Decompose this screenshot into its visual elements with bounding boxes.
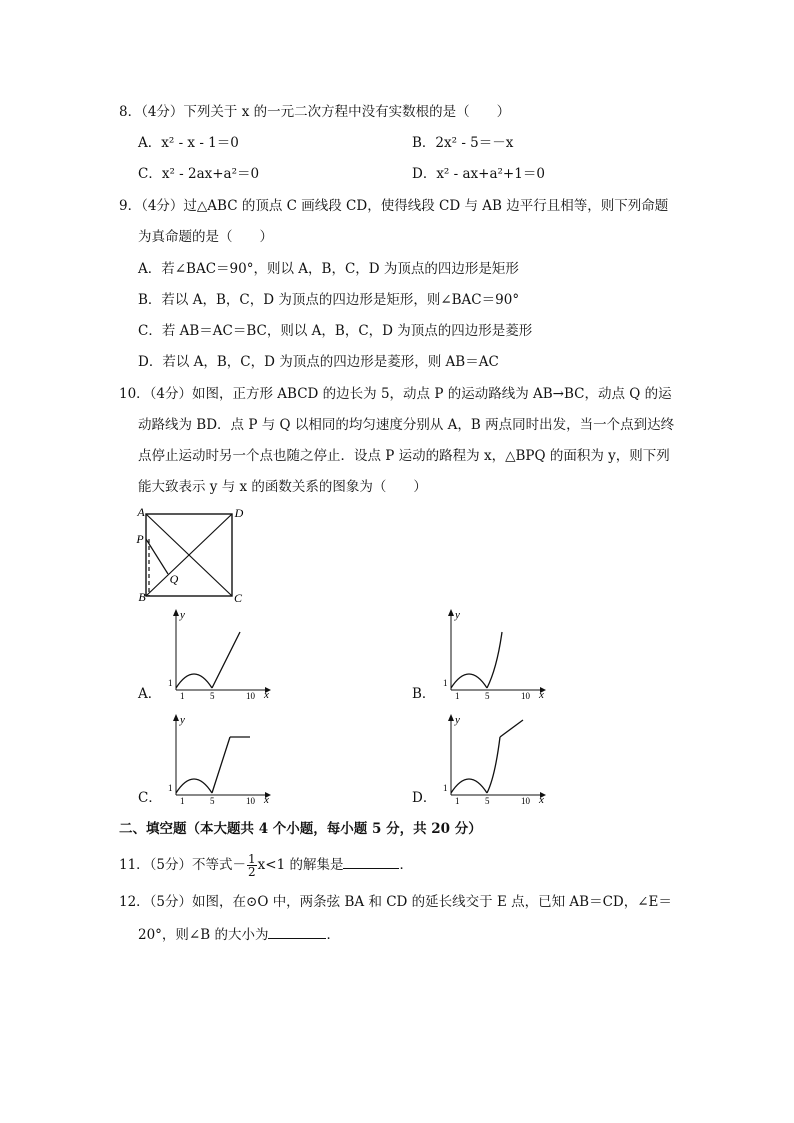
q8-option-a: A．x² - x - 1＝0 bbox=[138, 135, 239, 151]
q9-option-d: D．若以 A，B，C，D 为顶点的四边形是菱形，则 AB＝AC bbox=[138, 354, 499, 370]
q9-option-b: B．若以 A，B，C，D 为顶点的四边形是矩形，则∠BAC＝90° bbox=[138, 292, 520, 308]
q11-denominator: 2 bbox=[248, 865, 256, 879]
q8-stem: 8．（4分）下列关于 x 的一元二次方程中没有实数根的是（ ） bbox=[119, 104, 511, 120]
q9-stem-line1: 9．（4分）过△ABC 的顶点 C 画线段 CD，使得线段 CD 与 AB 边平行且相等，则下列命题 bbox=[119, 198, 669, 214]
q10-option-a-label: A． bbox=[138, 686, 162, 702]
graph-c-y: y bbox=[180, 714, 185, 726]
graph-d-x: x bbox=[539, 794, 544, 806]
q12-line2-end: ． bbox=[326, 927, 340, 943]
graph-a-tick5: 5 bbox=[210, 691, 215, 701]
graph-b-one: 1 bbox=[443, 678, 448, 688]
graph-b-tick5: 5 bbox=[485, 691, 490, 701]
q9-stem-line2: 为真命题的是（ ） bbox=[138, 229, 273, 245]
q12-line2-prefix: 20°，则∠B 的大小为 bbox=[138, 927, 269, 943]
graph-c-tick1: 1 bbox=[180, 796, 185, 806]
graph-d-tick10: 10 bbox=[521, 796, 530, 806]
graph-c-tick10: 10 bbox=[246, 796, 255, 806]
q11-suffix: x<1 的解集是 bbox=[257, 857, 344, 873]
q11-numerator: 1 bbox=[248, 852, 256, 866]
graph-b-y: y bbox=[455, 609, 460, 621]
graph-c bbox=[160, 711, 272, 806]
label-c: C bbox=[233, 591, 243, 605]
graph-a-tick10: 10 bbox=[246, 691, 255, 701]
q12-line2 bbox=[138, 924, 340, 945]
q11-fraction bbox=[247, 853, 257, 878]
graph-d-one: 1 bbox=[443, 783, 448, 793]
q8-option-d: D．x² - ax+a²+1＝0 bbox=[412, 166, 545, 182]
section-heading: 二、填空题（本大题共 4 个小题，每小题 5 分，共 20 分） bbox=[119, 821, 482, 837]
q9-option-c: C．若 AB＝AC＝BC，则以 A，B，C，D 为顶点的四边形是菱形 bbox=[138, 323, 533, 339]
graph-a-tick1: 1 bbox=[180, 691, 185, 701]
q10-option-c-label: C． bbox=[138, 790, 162, 806]
q9-option-a: A．若∠BAC＝90°，则以 A，B，C，D 为顶点的四边形是矩形 bbox=[138, 261, 519, 277]
graph-b-tick10: 10 bbox=[521, 691, 530, 701]
graph-d bbox=[435, 711, 547, 806]
q10-line3: 点停止运动时另一个点也随之停止．设点 P 运动的路程为 x，△BPQ 的面积为 y，则下列 bbox=[138, 448, 670, 464]
q10-line2: 动路线为 BD．点 P 与 Q 以相同的均匀速度分别从 A，B 两点同时出发，当一个点到达终 bbox=[138, 417, 675, 433]
q10-line1: 10．（4分）如图，正方形 ABCD 的边长为 5，动点 P 的运动路线为 AB→BC，动点 Q 的运 bbox=[119, 386, 672, 402]
q11-end: ． bbox=[399, 857, 413, 873]
q10-option-d-label: D． bbox=[412, 790, 437, 806]
q10-option-b-label: B． bbox=[412, 686, 436, 702]
graph-c-one: 1 bbox=[168, 783, 173, 793]
graph-d-tick5: 5 bbox=[485, 796, 490, 806]
graph-a bbox=[160, 606, 272, 701]
graph-a-one: 1 bbox=[168, 678, 173, 688]
graph-a-x: x bbox=[264, 689, 269, 701]
label-q: Q bbox=[169, 572, 179, 586]
graph-a-y: y bbox=[180, 609, 185, 621]
label-b: B bbox=[138, 590, 146, 604]
graph-b-tick1: 1 bbox=[455, 691, 460, 701]
q11 bbox=[119, 851, 413, 879]
graph-b bbox=[435, 606, 547, 701]
q11-answer-blank[interactable] bbox=[343, 854, 399, 869]
graph-b-x: x bbox=[539, 689, 544, 701]
q8-option-b: B．2x² - 5＝－x bbox=[412, 135, 514, 151]
q10-line4: 能大致表示 y 与 x 的函数关系的图象为（ ） bbox=[138, 479, 427, 495]
q12-answer-blank[interactable] bbox=[268, 924, 326, 939]
graph-c-tick5: 5 bbox=[210, 796, 215, 806]
graph-c-x: x bbox=[264, 794, 269, 806]
label-a: A bbox=[137, 505, 145, 519]
q8-option-c: C．x² - 2ax+a²＝0 bbox=[138, 166, 260, 182]
label-p: P bbox=[136, 532, 144, 546]
q11-prefix: 11．（5分）不等式－ bbox=[119, 857, 247, 873]
label-d: D bbox=[234, 506, 244, 520]
graph-d-tick1: 1 bbox=[455, 796, 460, 806]
square-figure bbox=[132, 503, 252, 605]
q12-line1: 12．（5分）如图，在⊙O 中，两条弦 BA 和 CD 的延长线交于 E 点，已知 AB＝CD，∠E＝ bbox=[119, 894, 672, 910]
graph-d-y: y bbox=[455, 714, 460, 726]
